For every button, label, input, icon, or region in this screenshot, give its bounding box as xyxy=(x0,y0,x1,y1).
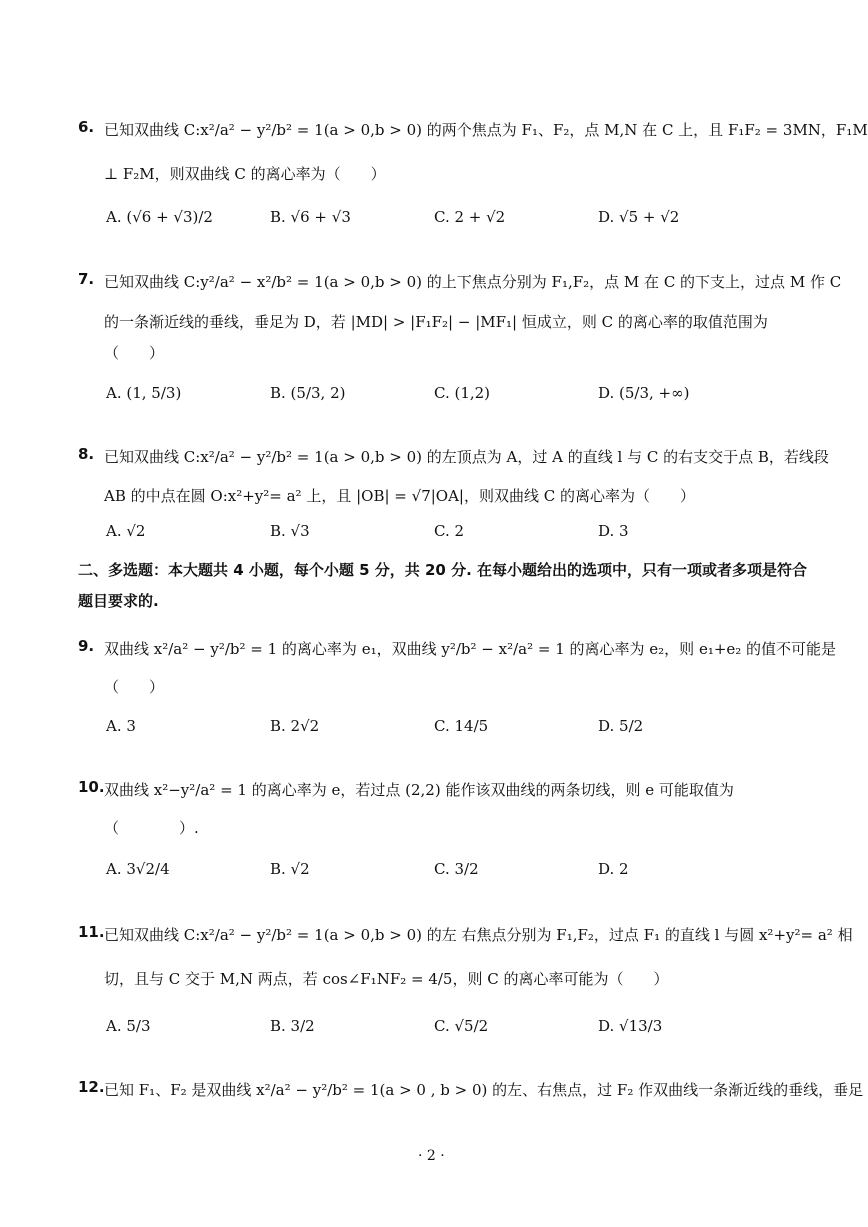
question-10-line-1: 双曲线 x²−y²/a² = 1 的离心率为 e，若过点 (2,2) 能作该双曲线的两条切线，则 e 可能取值为 xyxy=(104,781,734,799)
question-10-line-2: （ ）. xyxy=(104,819,199,837)
question-9-option-d: D. 5/2 xyxy=(598,717,644,735)
question-9-number: 9. xyxy=(78,637,95,655)
question-9-option-b: B. 2√2 xyxy=(270,717,320,735)
question-12-number: 12. xyxy=(78,1078,105,1096)
question-8-option-d: D. 3 xyxy=(598,522,629,540)
question-9-option-c: C. 14/5 xyxy=(434,717,489,735)
section-heading-line-2: 题目要求的. xyxy=(78,592,159,610)
question-6-line-1: 已知双曲线 C:x²/a² − y²/b² = 1(a > 0,b > 0) 的两个焦点为 F₁、F₂，点 M,N 在 C 上，且 F₁F₂ = 3MN，F₁M xyxy=(104,121,868,139)
question-11-line-2: 切，且与 C 交于 M,N 两点，若 cos∠F₁NF₂ = 4/5，则 C 的离心率可能为（ ） xyxy=(104,970,669,988)
question-10-number: 10. xyxy=(78,778,105,796)
question-8-option-b: B. √3 xyxy=(270,522,310,540)
question-8-number: 8. xyxy=(78,445,95,463)
question-8-line-1: 已知双曲线 C:x²/a² − y²/b² = 1(a > 0,b > 0) 的左顶点为 A，过 A 的直线 l 与 C 的右支交于点 B，若线段 xyxy=(104,448,829,466)
question-10-option-b: B. √2 xyxy=(270,860,310,878)
question-6-option-c: C. 2 + √2 xyxy=(434,208,506,226)
page-number: · 2 · xyxy=(418,1148,445,1164)
question-12-line-1: 已知 F₁、F₂ 是双曲线 x²/a² − y²/b² = 1(a > 0 , b > 0) 的左、右焦点，过 F₂ 作双曲线一条渐近线的垂线，垂足 xyxy=(104,1081,864,1099)
question-11-option-b: B. 3/2 xyxy=(270,1017,315,1035)
question-6-option-a: A. (√6 + √3)/2 xyxy=(106,208,213,226)
question-10-option-a: A. 3√2/4 xyxy=(106,860,170,878)
question-6-line-2: ⊥ F₂M，则双曲线 C 的离心率为（ ） xyxy=(104,165,386,183)
question-11-number: 11. xyxy=(78,923,105,941)
question-7-number: 7. xyxy=(78,270,95,288)
question-7-option-d: D. (5/3, +∞) xyxy=(598,384,690,402)
question-9-line-1: 双曲线 x²/a² − y²/b² = 1 的离心率为 e₁，双曲线 y²/b² − x²/a² = 1 的离心率为 e₂，则 e₁+e₂ 的值不可能是 xyxy=(104,640,837,658)
section-heading-line-1: 二、多选题：本大题共 4 小题，每个小题 5 分，共 20 分. 在每小题给出的选项中，只有一项或者多项是符合 xyxy=(78,561,808,579)
question-9-line-2: （ ） xyxy=(104,678,165,696)
question-11-option-c: C. √5/2 xyxy=(434,1017,489,1035)
question-7-line-2: 的一条渐近线的垂线，垂足为 D，若 |MD| > |F₁F₂| − |MF₁| 恒成立，则 C 的离心率的取值范围为 xyxy=(104,313,768,331)
question-8-option-c: C. 2 xyxy=(434,522,465,540)
question-6-option-b: B. √6 + √3 xyxy=(270,208,351,226)
question-7-option-a: A. (1, 5/3) xyxy=(106,384,182,402)
question-7-option-c: C. (1,2) xyxy=(434,384,491,402)
question-6-option-d: D. √5 + √2 xyxy=(598,208,680,226)
question-11-line-1: 已知双曲线 C:x²/a² − y²/b² = 1(a > 0,b > 0) 的左 右焦点分别为 F₁,F₂，过点 F₁ 的直线 l 与圆 x²+y²= a² 相 xyxy=(104,926,853,944)
question-11-option-d: D. √13/3 xyxy=(598,1017,663,1035)
question-7-line-3: （ ） xyxy=(104,344,165,362)
question-8-line-2: AB 的中点在圆 O:x²+y²= a² 上，且 |OB| = √7|OA|，则双曲线 C 的离心率为（ ） xyxy=(104,487,695,505)
question-7-line-1: 已知双曲线 C:y²/a² − x²/b² = 1(a > 0,b > 0) 的上下焦点分别为 F₁,F₂，点 M 在 C 的下支上，过点 M 作 C xyxy=(104,273,842,291)
question-11-option-a: A. 5/3 xyxy=(106,1017,151,1035)
question-9-option-a: A. 3 xyxy=(106,717,136,735)
question-8-option-a: A. √2 xyxy=(106,522,146,540)
question-7-option-b: B. (5/3, 2) xyxy=(270,384,346,402)
question-10-option-c: C. 3/2 xyxy=(434,860,479,878)
question-6-number: 6. xyxy=(78,118,95,136)
question-10-option-d: D. 2 xyxy=(598,860,629,878)
